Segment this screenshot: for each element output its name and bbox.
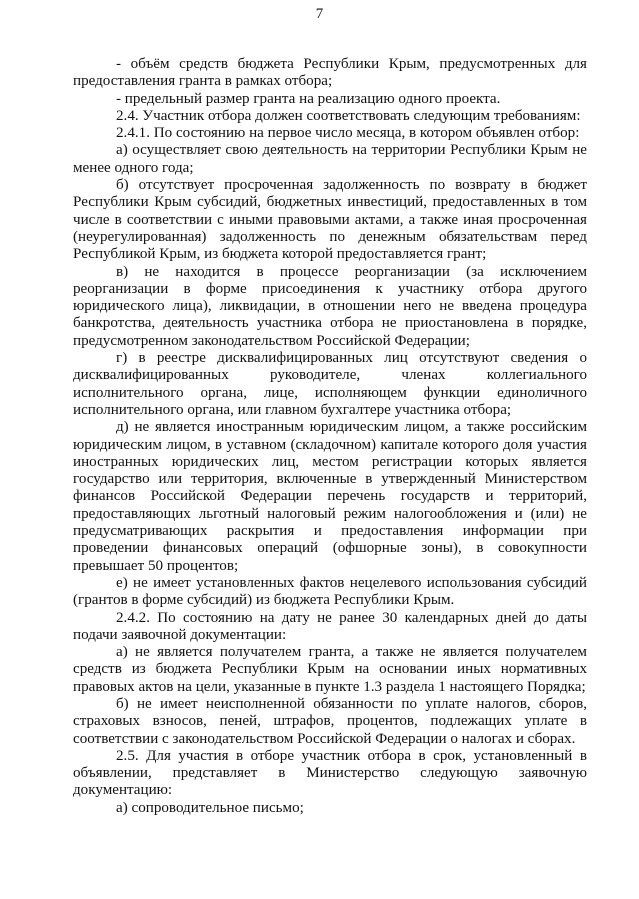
paragraph-2-4-1-b: б) отсутствует просроченная задолженность по возврату в бюджет Республики Крым субсидий, бюджетных инвестиций, предоставленных в том числе в соответствии с иными правовыми актами, а также иная просроченная (неурегулированная) задолженность по денежным обязательствам перед Республикой Крым, из бюджета которой предоставляется грант; xyxy=(73,177,587,263)
paragraph-2-4-2-a: а) не является получателем гранта, а также не является получателем средств из бюджета Республики Крым на основании иных нормативных правовых актов на цели, указанные в пункте 1.3 раздела 1 настоящего Порядка; xyxy=(73,644,587,695)
document-body xyxy=(73,56,587,817)
paragraph-2-5: 2.5. Для участия в отборе участник отбора в срок, установленный в объявлении, представляет в Министерство следующую заявочную документацию: xyxy=(73,747,587,799)
paragraph-2-5-a: а) сопроводительное письмо; xyxy=(116,799,304,816)
paragraph-2-4-2-b: б) не имеет неисполненной обязанности по уплате налогов, сборов, страховых взносов, пеней, штрафов, процентов, подлежащих уплате в соответствии с законодательством Российской Федерации о налогах и сборах. xyxy=(73,695,587,747)
paragraph-2-4-1-d: д) не является иностранным юридическим лицом, а также российским юридическим лицом, в уставном (складочном) капитале которого доля участия иностранных юридических лиц, местом регистрации которых является государство или территория, включенные в утвержденный Министерством финансов Российской Федерации перечень государств и территорий, предоставляющих льготный налоговый режим налогообложения и (или) не предусматривающих раскрытия и предоставления информации при проведении финансовых операций (офшорные зоны), в совокупности превышает 50 процентов; xyxy=(73,419,587,574)
paragraph-2-4-1-a: а) осуществляет свою деятельность на территории Республики Крым не менее одного года; xyxy=(73,142,587,176)
paragraph-2-4-1-v: в) не находится в процессе реорганизации (за исключением реорганизации в форме присоединения к участнику отбора другого юридического лица), ликвидации, в отношении него не введена процедура банкротства, деятельность участника отбора не приостановлена в порядке, предусмотренном законодательством Российской Федерации; xyxy=(73,263,587,349)
page-number: 7 xyxy=(315,6,324,22)
paragraph-2-4-1-e: е) не имеет установленных фактов нецелевого использования субсидий (грантов в форме субсидий) из бюджета Республики Крым. xyxy=(73,574,587,609)
paragraph-2-4-1: 2.4.1. По состоянию на первое число месяца, в котором объявлен отбор: xyxy=(116,125,580,142)
paragraph-budget-volume: - объём средств бюджета Республики Крым, предусмотренных для предоставления гранта в рамках отбора; xyxy=(73,56,587,90)
paragraph-2-4-1-g: г) в реестре дисквалифицированных лиц отсутствуют сведения о дисквалифицированных руководителе, членах коллегиального исполнительного органа, лице, исполняющем функции единоличного исполнительного органа, или главном бухгалтере участника отбора; xyxy=(73,350,587,418)
paragraph-max-grant: - предельный размер гранта на реализацию одного проекта. xyxy=(116,90,501,107)
paragraph-2-4: 2.4. Участник отбора должен соответствовать следующим требованиям: xyxy=(116,107,581,124)
paragraph-2-4-2: 2.4.2. По состоянию на дату не ранее 30 календарных дней до даты подачи заявочной документации: xyxy=(73,609,587,643)
